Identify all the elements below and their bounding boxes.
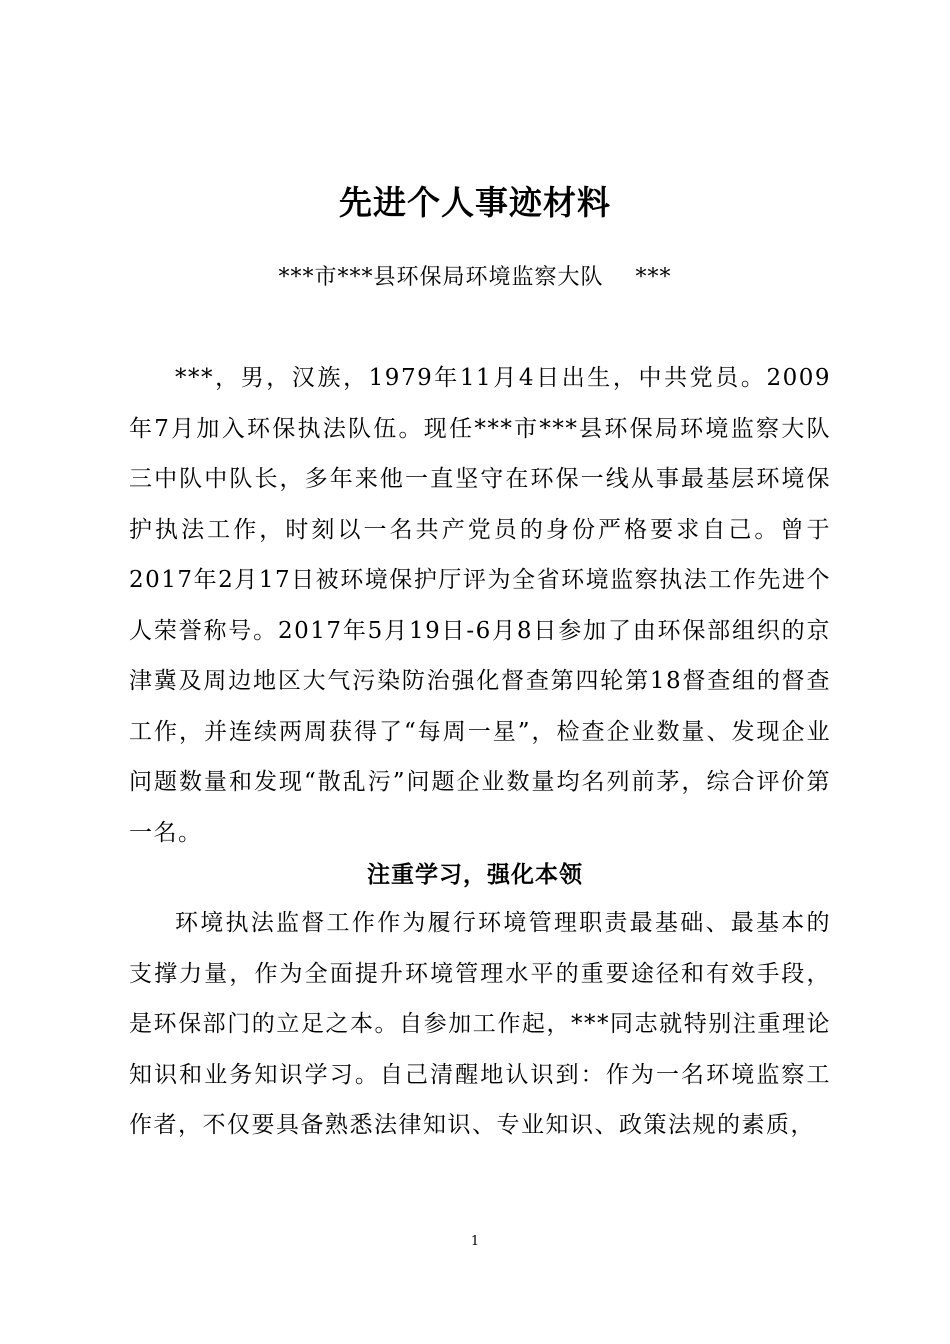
paragraph-intro: ***，男，汉族，1979年11月4日出生，中共党员。2009年7月加入环保执法队伍。现任***市***县环保局环境监察大队三中队中队长，多年来他一直坚守在环保一线从事最基层环境保护执法工作，时刻以一名共产党员的身份严格要求自己。曾于2017年2月17日被环境保护厅评为全省环境监察执法工作先进个人荣誉称号。2017年5月19日-6月8日参加了由环保部组织的京津冀及周边地区大气污染防治强化督查第四轮第18督查组的督查工作，并连续两周获得了“每周一星”，检查企业数量、发现企业问题数量和发现“散乱污”问题企业数量均名列前茅，综合评价第一名。 — [129, 365, 831, 846]
page-number: 1 — [470, 1234, 480, 1249]
paragraph-study: 环境执法监督工作作为履行环境管理职责最基础、最基本的支撑力量，作为全面提升环境管理水平的重要途径和有效手段，是环保部门的立足之本。自参加工作起，***同志就特别注重理论知识和业务知识学习。自己清醒地认识到：作为一名环境监察工作者，不仅要具备熟悉法律知识、专业知识、政策法规的素质， — [129, 910, 831, 1138]
section-heading: 注重学习，强化本领 — [367, 861, 583, 888]
document-subtitle: ***市***县环保局环境监察大队 *** — [278, 265, 672, 290]
document-title: 先进个人事迹材料 — [339, 183, 611, 222]
